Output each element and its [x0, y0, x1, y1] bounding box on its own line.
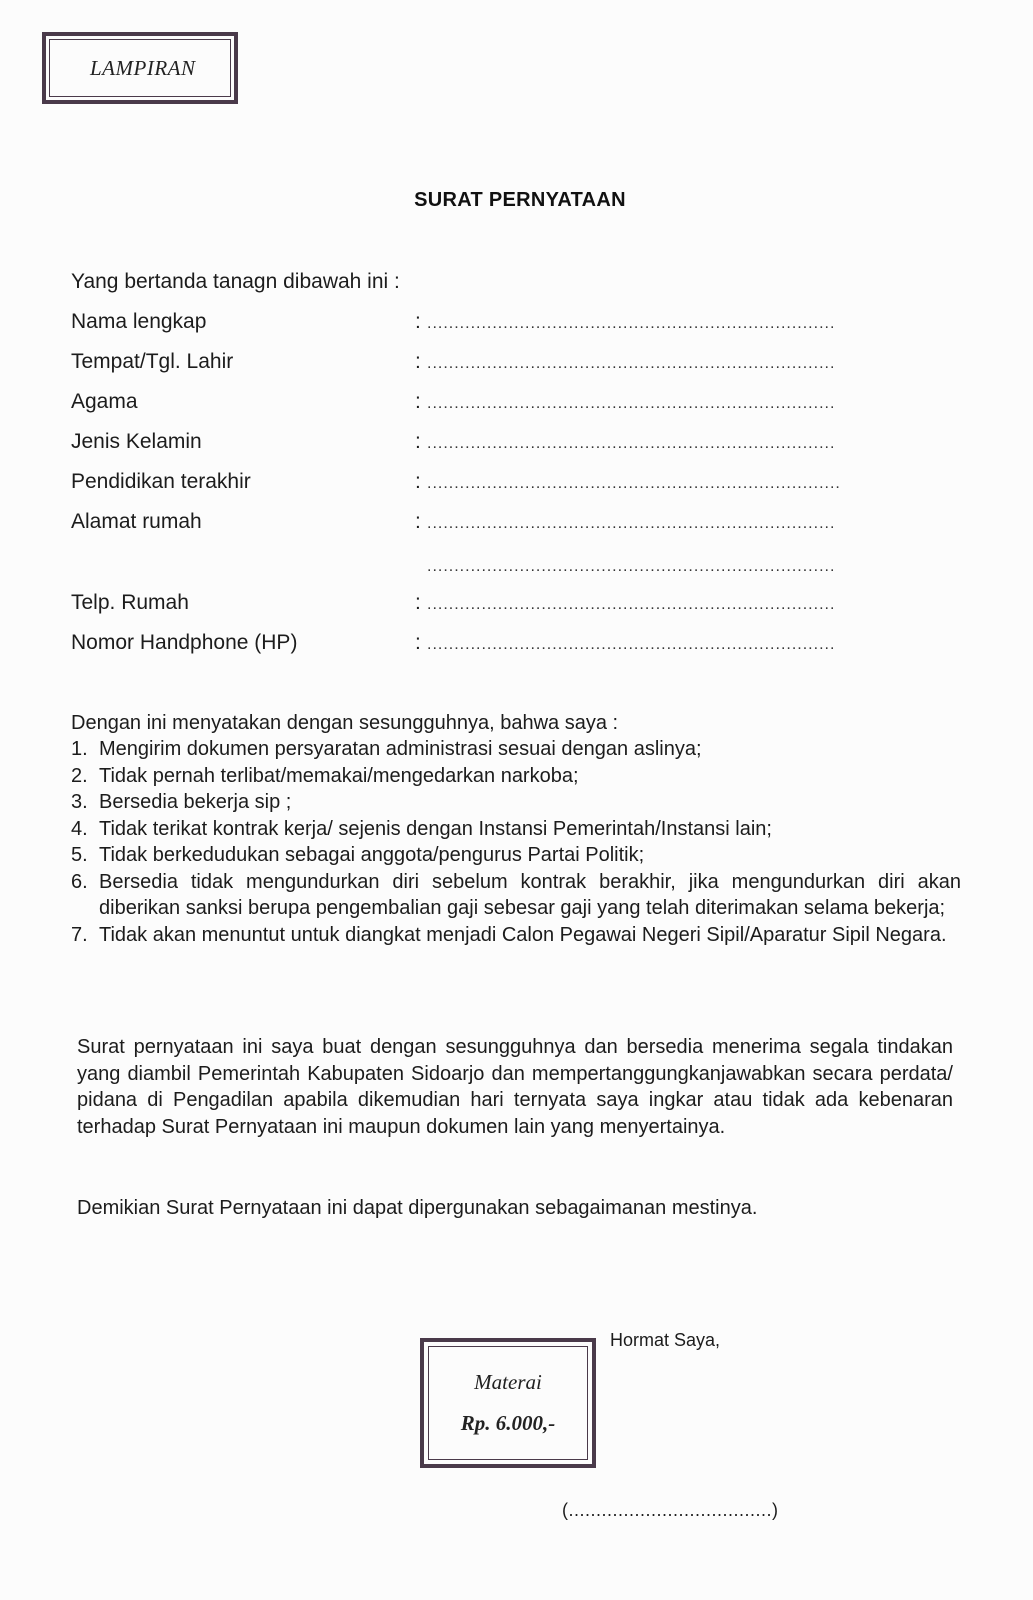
field-blank[interactable]: ............................................................................ [427, 475, 841, 492]
field-blank[interactable]: ........................................................................... [427, 596, 836, 613]
lampiran-label: LAMPIRAN [49, 39, 231, 97]
field-colon: : [415, 390, 421, 413]
field-nama-lengkap [71, 310, 951, 338]
field-jenis-kelamin [71, 430, 951, 458]
list-text: Tidak terikat kontrak kerja/ sejenis dengan Instansi Pemerintah/Instansi lain; [99, 817, 772, 840]
field-blank[interactable]: ........................................................................... [427, 395, 836, 412]
list-number: 4. [71, 817, 88, 840]
list-text: Tidak berkedudukan sebagai anggota/pengurus Partai Politik; [99, 844, 645, 866]
field-label: Agama [71, 390, 138, 413]
field-blank[interactable]: ........................................................................... [427, 558, 836, 575]
intro-text: Yang bertanda tanagn dibawah ini : [71, 270, 400, 293]
list-number: 1. [71, 738, 88, 760]
list-number: 5. [71, 844, 88, 866]
lampiran-box [42, 32, 238, 104]
list-text: Tidak akan menuntut untuk diangkat menjadi Calon Pegawai Negeri Sipil/Aparatur Sipil Negara. [99, 923, 947, 946]
field-colon: : [415, 631, 421, 654]
list-item [71, 736, 961, 763]
field-label: Pendidikan terakhir [71, 470, 251, 493]
field-label: Jenis Kelamin [71, 430, 202, 453]
field-blank[interactable]: ........................................................................... [427, 355, 836, 372]
field-blank[interactable]: ........................................................................... [427, 515, 836, 532]
closing-paragraph: Demikian Surat Pernyataan ini dapat dipergunakan sebagaimanan mestinya. [77, 1197, 758, 1219]
materai-label: Materai [474, 1370, 542, 1394]
list-number: 6. [71, 870, 88, 893]
list-number: 3. [71, 791, 88, 813]
list-number: 2. [71, 764, 88, 787]
document-title: SURAT PERNYATAAN [414, 189, 626, 211]
field-pendidikan-terakhir [71, 470, 951, 498]
closing-salutation: Hormat Saya, [610, 1330, 721, 1350]
field-colon: : [415, 591, 421, 614]
field-agama [71, 390, 951, 418]
list-text: Bersedia bekerja sip ; [99, 791, 292, 813]
field-alamat-rumah-continued [71, 553, 951, 581]
field-telp-rumah [71, 591, 951, 619]
field-label: Nama lengkap [71, 310, 207, 333]
list-item [71, 869, 961, 922]
field-blank[interactable]: ........................................................................... [427, 636, 836, 653]
field-colon: : [415, 310, 421, 333]
field-label: Nomor Handphone (HP) [71, 631, 298, 654]
list-text: Bersedia tidak mengundurkan diri sebelum kontrak berakhir, jika mengundurkan diri akan diberikan sanksi berupa pengembalian gaji sebesar gaji yang telah diterimakan selama bekerja; [99, 870, 961, 919]
statement-intro: Dengan ini menyatakan dengan sesungguhnya, bahwa saya : [71, 712, 619, 734]
field-label: Tempat/Tgl. Lahir [71, 350, 234, 373]
materai-stamp-box [420, 1338, 596, 1468]
materai-value: Rp. 6.000,- [460, 1411, 556, 1435]
field-nomor-handphone [71, 631, 951, 659]
list-text: Mengirim dokumen persyaratan administrasi sesuai dengan aslinya; [99, 738, 702, 760]
field-blank[interactable]: ........................................................................... [427, 315, 836, 332]
declaration-paragraph: Surat pernyataan ini saya buat dengan sesungguhnya dan bersedia menerima segala tindakan yang diambil Pemerintah Kabupaten Sidoarjo dan mempertanggungkanjawabkan secara perdata/ pidana di Pengadilan apabila dikemudian hari ternyata saya ingkar atau tidak ada kebenaran terhadap Surat Pernyataan ini maupun dokumen lain yang menyertainya. [77, 1036, 953, 1138]
field-alamat-rumah [71, 510, 951, 538]
signature-line[interactable]: (.....................................) [562, 1500, 779, 1520]
materai-stamp [428, 1346, 588, 1460]
field-colon: : [415, 430, 421, 453]
list-item [71, 816, 961, 843]
list-number: 7. [71, 923, 88, 946]
list-item [71, 789, 961, 816]
statement-list [71, 736, 961, 948]
list-item [71, 763, 961, 790]
list-item [71, 922, 961, 949]
field-colon: : [415, 350, 421, 373]
field-label: Telp. Rumah [71, 591, 189, 614]
list-text: Tidak pernah terlibat/memakai/mengedarkan narkoba; [99, 764, 579, 787]
field-label: Alamat rumah [71, 510, 202, 533]
list-item [71, 842, 961, 869]
field-tempat-tgl-lahir [71, 350, 951, 378]
field-colon: : [415, 510, 421, 533]
field-colon: : [415, 470, 421, 493]
statement-section [71, 710, 961, 948]
field-blank[interactable]: ........................................................................... [427, 435, 836, 452]
